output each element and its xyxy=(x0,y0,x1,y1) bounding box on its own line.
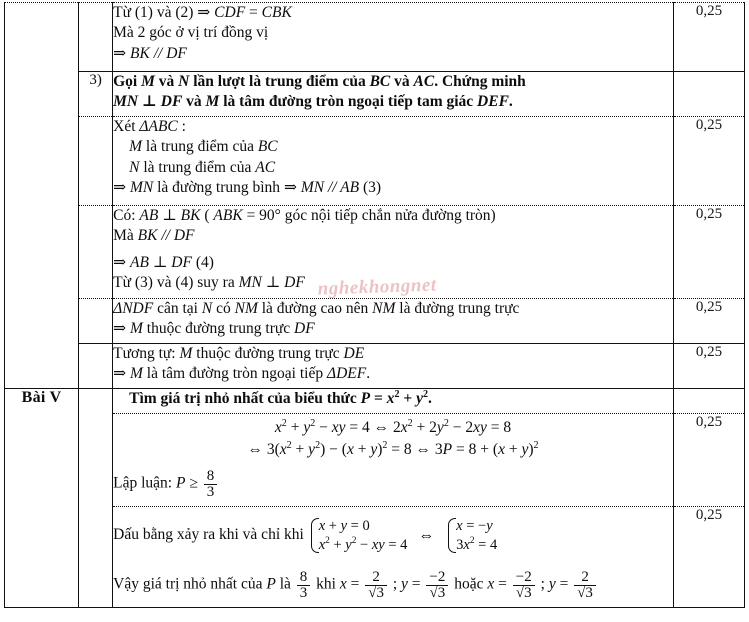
math-p: P xyxy=(442,441,453,459)
exponent-2: 2 xyxy=(286,440,292,452)
math-ac: AC xyxy=(413,73,435,90)
cell-score-r6: 0,25 xyxy=(673,344,744,389)
text-tam-duong-tron: là tâm đường tròn ngoại tiếp tam giác xyxy=(219,93,478,111)
cell-score-r4: 0,25 xyxy=(673,206,744,299)
math-xy: xy xyxy=(331,419,346,436)
cell-body-r3 xyxy=(113,117,674,206)
math-y: y xyxy=(345,536,352,553)
math-x: x xyxy=(274,419,282,436)
math-ab: AB xyxy=(130,253,149,271)
line-xet-abc xyxy=(113,117,673,137)
cell-body-r4 xyxy=(113,206,674,299)
equals-sign: = xyxy=(349,419,359,436)
text-period: . xyxy=(427,390,432,407)
answer-key-table xyxy=(4,2,745,608)
text-can-tai: cân tại xyxy=(153,300,202,317)
math-m: M xyxy=(205,93,220,111)
answer-key-sheet xyxy=(4,2,745,619)
equals-sign: = xyxy=(478,536,487,553)
parallel-sign: // xyxy=(157,227,174,245)
text-xet: Xét xyxy=(113,118,140,135)
fraction-8-3 xyxy=(204,469,218,501)
text-period: . xyxy=(366,365,371,383)
fraction-numerator: 2 xyxy=(581,569,589,586)
math-x: x xyxy=(498,441,505,459)
parallel-sign: // xyxy=(324,179,341,197)
math-y: y xyxy=(548,575,556,593)
math-nm: NM xyxy=(372,300,396,317)
text-chung-minh: . Chứng minh xyxy=(434,73,526,90)
line-tuong-tu-de xyxy=(113,344,673,364)
text-khi: khi xyxy=(312,575,340,593)
table-row xyxy=(5,206,745,299)
cell-part-empty xyxy=(79,344,113,389)
cell-bai-empty xyxy=(5,3,79,389)
text-tuong-tu: Tương tự: xyxy=(113,345,180,362)
equals-sign: = xyxy=(407,575,425,593)
implies-icon: ⇒ xyxy=(113,179,127,197)
math-y: y xyxy=(486,518,493,534)
line-m-tam-duong-tron-def xyxy=(113,364,673,384)
math-x: x xyxy=(386,390,395,407)
text-semicolon: ; xyxy=(536,575,549,593)
greater-equal-sign: ≥ xyxy=(185,474,202,492)
line-ma-2-goc: Mà 2 góc ở vị trí đồng vị xyxy=(113,24,269,42)
table-row xyxy=(5,414,745,507)
number-2: 2 xyxy=(465,419,474,436)
text-duong-trung-truc: là đường trung trực xyxy=(395,300,520,317)
table-row xyxy=(5,117,745,206)
math-m: M xyxy=(179,345,193,362)
table-row xyxy=(5,389,745,414)
cell-part-empty xyxy=(79,299,113,344)
line-tu-1-va-2 xyxy=(113,3,673,23)
line-n-trung-diem-ac xyxy=(113,158,673,178)
cell-part-empty xyxy=(79,389,113,608)
math-x: x xyxy=(339,575,347,593)
text-goi: Gọi xyxy=(113,73,142,90)
math-p: P xyxy=(175,474,186,492)
implies-icon: ⇒ xyxy=(113,253,127,271)
number-8: 8 xyxy=(468,441,477,459)
number-4: 4 xyxy=(400,536,408,553)
exponent-2: 2 xyxy=(422,388,428,400)
equals-sign: = xyxy=(388,536,397,553)
system-row xyxy=(319,536,408,555)
exponent-2: 2 xyxy=(310,417,316,429)
math-x: x xyxy=(279,441,287,459)
cell-score-r5: 0,25 xyxy=(673,299,744,344)
line-m-thuoc-trung-truc-df xyxy=(113,319,673,339)
math-y: y xyxy=(521,441,529,459)
number-0: 0 xyxy=(362,518,370,534)
math-triangle-abc: ΔABC xyxy=(139,118,178,135)
exponent-2: 2 xyxy=(315,440,321,452)
math-xy: xy xyxy=(473,419,487,436)
math-m: M xyxy=(130,320,143,338)
fraction-2-sqrt3 xyxy=(365,570,387,602)
cell-body-r6 xyxy=(113,344,674,389)
math-def: DEF xyxy=(477,93,509,111)
fraction-minus2-sqrt3 xyxy=(513,570,535,602)
cell-body-r9 xyxy=(113,507,674,608)
text-duong-trung-binh: là đường trung bình xyxy=(153,179,284,197)
math-y: y xyxy=(401,575,408,593)
math-p: P xyxy=(266,575,276,593)
math-n: N xyxy=(201,300,213,317)
implies-icon: ⇒ xyxy=(197,4,211,21)
plus-sign: + xyxy=(357,441,367,459)
paren-open: ( xyxy=(274,441,280,459)
math-xy: xy xyxy=(371,536,385,553)
fraction-denominator-sqrt: √3 xyxy=(513,585,535,601)
text-va: và xyxy=(182,93,206,111)
fraction-numerator: −2 xyxy=(429,569,446,586)
math-ac: AC xyxy=(255,158,276,176)
fraction-minus2-sqrt3 xyxy=(426,570,448,602)
equals-sign: = xyxy=(494,575,511,593)
math-cbk: CBK xyxy=(261,4,292,21)
text-co: có xyxy=(212,300,235,317)
math-triangle-def: ΔDEF xyxy=(326,365,367,383)
plus-sign: + xyxy=(328,518,337,534)
math-bk: BK xyxy=(130,44,150,62)
perpendicular-sign: ⊥ xyxy=(138,93,161,111)
line-tu-3-va-4 xyxy=(113,273,673,293)
math-nm: NM xyxy=(234,300,258,317)
exponent-2: 2 xyxy=(394,388,400,400)
exponent-2: 2 xyxy=(325,535,330,546)
cell-part-empty xyxy=(79,3,113,72)
cell-score-r2 xyxy=(673,72,744,117)
text-open-paren: ( xyxy=(200,207,214,224)
math-df: DF xyxy=(173,227,195,245)
fraction-denominator: 3 xyxy=(297,585,311,601)
cell-body-r8 xyxy=(113,414,674,507)
math-mn: MN xyxy=(130,179,154,197)
line-lap-luan xyxy=(113,469,673,501)
text-vay-gtnn: Vậy giá trị nhỏ nhất của xyxy=(113,575,267,593)
cell-score-r7 xyxy=(673,389,744,414)
math-p: P xyxy=(360,390,371,407)
math-y: y xyxy=(340,518,347,534)
parallel-sign: // xyxy=(149,44,167,62)
line-co-ab-vuong-bk xyxy=(113,206,673,226)
math-mn: MN xyxy=(113,93,139,111)
plus-sign: + xyxy=(399,390,417,407)
cell-bai-v: Bài V xyxy=(5,389,79,608)
cell-score-r1: 0,25 xyxy=(673,3,744,72)
math-ab: AB xyxy=(340,179,360,197)
text-tu-3-4-suy-ra: Từ (3) và (4) suy ra xyxy=(113,274,239,292)
cell-part-3: 3) xyxy=(79,72,113,117)
equals-sign: = xyxy=(245,4,262,21)
text-tu-1-2: Từ (1) và (2) xyxy=(113,4,198,21)
system-of-equations-2 xyxy=(445,517,497,554)
fraction-numerator: −2 xyxy=(515,569,532,586)
text-ref-3: (3) xyxy=(359,179,382,197)
system-of-equations-1 xyxy=(308,517,408,554)
equals-sign: = xyxy=(456,441,465,459)
implies-icon: ⇒ xyxy=(113,365,127,383)
math-df: DF xyxy=(171,253,192,271)
paren-close: ) xyxy=(377,441,383,459)
math-mn: MN xyxy=(300,179,325,197)
line-mn-vuong-goc-df xyxy=(113,92,673,112)
cell-body-r1 xyxy=(113,3,674,72)
perpendicular-sign: ⊥ xyxy=(148,253,172,271)
line-vay-gia-tri-nho-nhat xyxy=(113,570,673,602)
plus-sign: + xyxy=(290,419,300,436)
equation-line-2 xyxy=(113,440,673,460)
cell-score-r8: 0,25 xyxy=(673,414,744,507)
implies-icon: ⇒ xyxy=(113,44,127,62)
number-4: 4 xyxy=(362,419,370,436)
math-x: x xyxy=(456,518,463,534)
math-m: M xyxy=(129,138,143,156)
math-y: y xyxy=(436,419,444,436)
plus-sign: + xyxy=(295,441,305,459)
number-8: 8 xyxy=(403,441,412,459)
minus-sign: − xyxy=(329,441,338,459)
math-de: DE xyxy=(343,345,365,362)
math-abk: ABK xyxy=(213,207,243,224)
exponent-2: 2 xyxy=(533,440,539,452)
math-x: x xyxy=(318,518,326,534)
math-x: x xyxy=(487,575,495,593)
minus-sign: − xyxy=(452,419,462,436)
table-row xyxy=(5,344,745,389)
line-ab-vuong-df xyxy=(113,253,673,273)
implies-icon: ⇒ xyxy=(113,320,127,338)
math-m: M xyxy=(130,365,143,383)
equals-sign: = xyxy=(391,441,401,459)
line-m-trung-diem-bc xyxy=(113,137,673,157)
line-ma-bk-song-song-df xyxy=(113,226,673,246)
iff-icon: ⇔ xyxy=(415,441,432,459)
number-4: 4 xyxy=(489,536,498,553)
paren-close: ) xyxy=(320,441,326,459)
paren-open: ( xyxy=(341,441,347,459)
math-df: DF xyxy=(166,44,187,62)
plus-sign: + xyxy=(333,536,342,553)
cell-part-empty xyxy=(79,206,113,299)
equation-line-1 xyxy=(113,418,673,438)
cell-score-r3: 0,25 xyxy=(673,117,744,206)
exponent-2: 2 xyxy=(382,440,388,452)
cell-score-r9: 0,25 xyxy=(673,507,744,608)
math-x: x xyxy=(318,536,326,553)
system-row xyxy=(456,536,497,555)
fraction-8-3 xyxy=(297,570,311,602)
fraction-denominator: 3 xyxy=(204,484,218,500)
math-x: x xyxy=(346,441,354,459)
text-co: Có: xyxy=(113,207,140,224)
math-x: x xyxy=(463,536,470,553)
text-tim-gtnn: Tìm giá trị nhỏ nhất của biểu thức xyxy=(129,390,361,407)
math-cdf: CDF xyxy=(214,4,246,21)
fraction-numerator: 8 xyxy=(299,569,308,586)
plus-sign: + xyxy=(480,441,490,459)
plus-sign: + xyxy=(416,419,426,436)
fraction-denominator-sqrt: √3 xyxy=(365,585,387,601)
fraction-denominator-sqrt: √3 xyxy=(574,585,596,601)
implies-icon: ⇒ xyxy=(283,179,297,197)
equals-sign: = xyxy=(370,390,387,407)
iff-icon: ⇔ xyxy=(373,419,390,436)
math-n: N xyxy=(178,73,190,90)
table-row xyxy=(5,72,745,117)
paren-close: ) xyxy=(528,441,534,459)
line-dau-bang xyxy=(113,517,673,554)
text-la-trung-diem: là trung điểm của xyxy=(142,138,258,156)
plus-sign: + xyxy=(508,441,518,459)
iff-icon: ⇔ xyxy=(418,526,435,544)
math-y: y xyxy=(303,419,311,436)
exponent-2: 2 xyxy=(443,417,449,429)
math-df: DF xyxy=(284,274,305,292)
math-df: DF xyxy=(160,93,183,111)
number-2: 2 xyxy=(429,419,437,436)
math-n: N xyxy=(129,158,140,176)
text-semicolon: ; xyxy=(388,575,402,593)
cell-body-r5 xyxy=(113,299,674,344)
fraction-2-sqrt3 xyxy=(574,570,596,602)
math-bk: BK xyxy=(137,227,158,245)
equals-sign: = xyxy=(346,575,364,593)
math-bk: BK xyxy=(180,207,201,224)
table-row xyxy=(5,3,745,72)
table-row xyxy=(5,507,745,608)
perpendicular-sign: ⊥ xyxy=(261,274,285,292)
line-ndf-can-tai-n xyxy=(113,299,673,319)
math-y: y xyxy=(370,441,378,459)
system-row xyxy=(319,517,408,536)
cell-body-r7-title xyxy=(113,389,674,414)
text-goc-noi-tiep: = 90° góc nội tiếp chắn nửa đường tròn) xyxy=(242,207,496,224)
perpendicular-sign: ⊥ xyxy=(158,207,181,224)
math-m: M xyxy=(141,73,155,90)
line-mn-duong-trung-binh xyxy=(113,178,673,198)
text-va-1: và xyxy=(154,73,179,90)
math-bc: BC xyxy=(369,73,391,90)
text-dau-bang: Dấu bằng xảy ra khi và chỉ khi xyxy=(113,526,304,544)
iff-icon: ⇔ xyxy=(247,441,263,459)
exponent-2: 2 xyxy=(351,535,357,546)
math-y: y xyxy=(308,441,316,459)
number-2: 2 xyxy=(393,419,401,436)
number-3: 3 xyxy=(456,536,464,553)
equals-sign: = xyxy=(490,419,500,436)
number-3: 3 xyxy=(434,441,443,459)
fraction-numerator: 2 xyxy=(372,569,380,586)
line-tim-gia-tri-nho-nhat xyxy=(129,389,673,409)
equals-sign: = xyxy=(555,575,573,593)
math-bc: BC xyxy=(257,138,278,156)
text-lan-luot: lần lượt là trung điểm của xyxy=(189,73,370,90)
text-hoac: hoặc xyxy=(450,575,488,593)
text-lap-luan: Lập luận: xyxy=(113,474,176,492)
text-va-2: và xyxy=(390,73,414,90)
fraction-denominator-sqrt: √3 xyxy=(426,585,448,601)
line-goi-m-va-n xyxy=(113,72,673,92)
equals-sign: = xyxy=(350,518,359,534)
text-la: là xyxy=(275,575,295,593)
table-row xyxy=(5,299,745,344)
system-row xyxy=(456,517,497,536)
text-ma: Mà xyxy=(113,227,138,245)
line-bk-song-song-df xyxy=(113,44,673,64)
fraction-numerator: 8 xyxy=(206,467,215,484)
exponent-2: 2 xyxy=(469,535,475,546)
text-ref-4: (4) xyxy=(191,253,214,271)
number-3: 3 xyxy=(266,441,275,459)
math-y: y xyxy=(416,390,423,407)
math-mn: MN xyxy=(238,274,262,292)
minus-sign: − xyxy=(319,419,328,436)
text-la-trung-diem: là trung điểm của xyxy=(139,158,256,176)
minus-sign: − xyxy=(360,536,369,553)
exponent-2: 2 xyxy=(281,417,287,429)
watermark: nghekhongnet xyxy=(317,274,437,300)
text-duong-cao-nen: là đường cao nên xyxy=(257,300,373,317)
text-colon: : xyxy=(177,118,186,135)
math-df: DF xyxy=(294,320,315,338)
text-tam-ngoai-tiep: là tâm đường tròn ngoại tiếp xyxy=(142,365,327,383)
math-x: x xyxy=(400,419,408,436)
text-thuoc-trung-truc: thuộc đường trung trực xyxy=(142,320,295,338)
minus-sign: − xyxy=(478,518,487,534)
equals-sign: = xyxy=(466,518,475,534)
text-thuoc-trung-truc: thuộc đường trung trực xyxy=(192,345,344,362)
number-8: 8 xyxy=(503,419,512,436)
cell-body-r2 xyxy=(113,72,674,117)
math-triangle-ndf: ΔNDF xyxy=(113,300,154,317)
paren-open: ( xyxy=(492,441,499,459)
exponent-2: 2 xyxy=(407,417,413,429)
text-period: . xyxy=(508,93,513,111)
math-ab: AB xyxy=(139,207,159,224)
cell-part-empty xyxy=(79,117,113,206)
